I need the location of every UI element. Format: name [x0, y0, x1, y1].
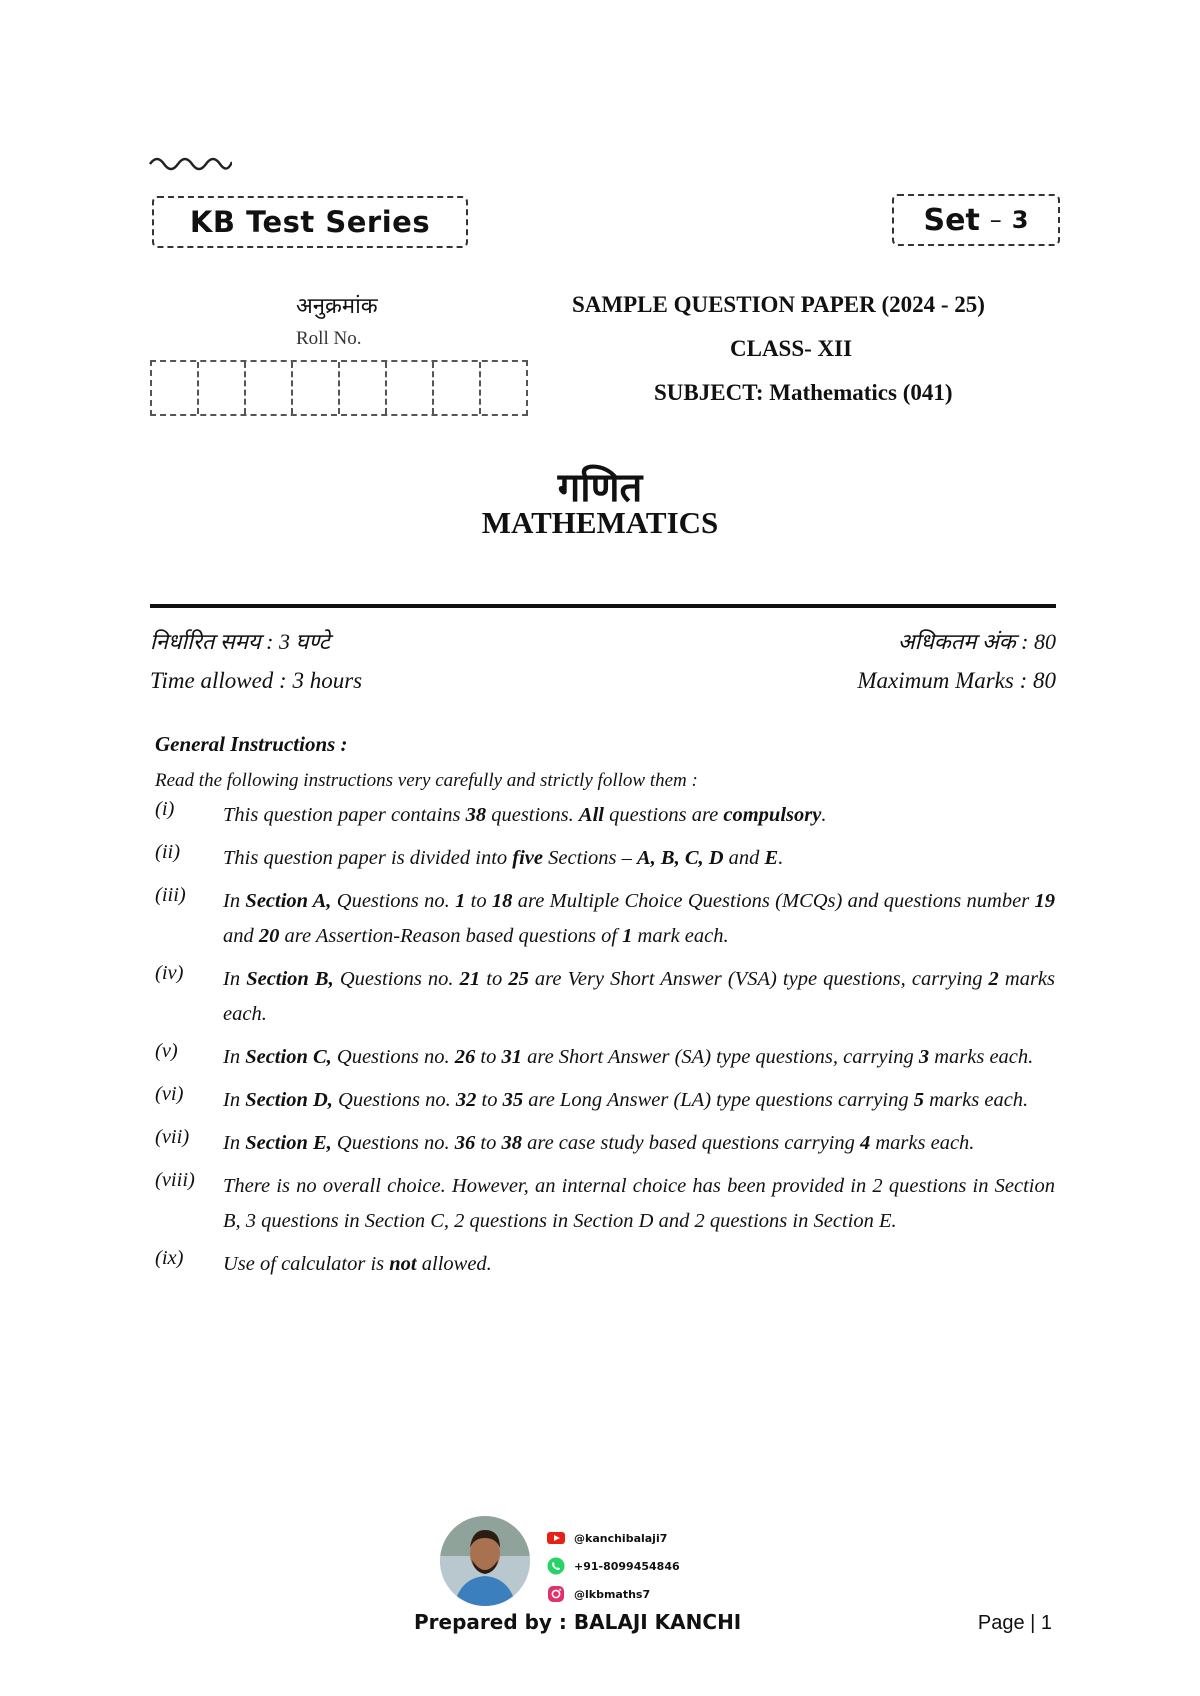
instruction-text: In Section B, Questions no. 21 to 25 are Very Short Answer (VSA) type questions, carrying 2 marks each.	[223, 968, 1056, 1025]
instruction-text: In Section E, Questions no. 36 to 38 are case study based questions carrying 4 marks each.	[223, 1132, 975, 1154]
max-marks-hindi: अधिकतम अंक : 80	[897, 629, 1056, 654]
subject-title-english: MATHEMATICS	[481, 505, 719, 540]
prepared-by: Prepared by : BALAJI KANCHI	[414, 1610, 742, 1634]
squiggle-decoration	[148, 152, 232, 172]
roll-label-english: Roll No.	[296, 328, 362, 349]
time-allowed-english: Time allowed : 3 hours	[150, 668, 363, 693]
instruction-number: (ii)	[155, 841, 181, 863]
author-photo	[440, 1516, 530, 1606]
instructions-list	[155, 798, 1055, 1290]
instruction-text: This question paper contains 38 questions. All questions are compulsory.	[223, 804, 827, 826]
paper-class: CLASS- XII	[730, 336, 853, 361]
instruction-item	[155, 1169, 1055, 1239]
whatsapp-link[interactable]	[546, 1552, 680, 1580]
series-box	[152, 196, 468, 248]
paper-subject: SUBJECT: Mathematics (041)	[654, 380, 953, 405]
author-avatar-icon	[440, 1516, 530, 1606]
instruction-number: (v)	[155, 1040, 178, 1062]
instagram-handle: @lkbmaths7	[574, 1587, 651, 1601]
time-allowed-hindi: निर्धारित समय : 3 घण्टे	[150, 629, 330, 654]
instruction-item	[155, 1040, 1055, 1075]
instruction-item	[155, 884, 1055, 954]
instagram-icon	[546, 1584, 566, 1604]
instructions-heading: General Instructions :	[155, 732, 348, 756]
roll-cell[interactable]	[293, 362, 340, 414]
set-dash: –	[989, 206, 1002, 234]
youtube-handle: @kanchibalaji7	[574, 1531, 668, 1545]
roll-cell[interactable]	[246, 362, 293, 414]
instruction-number: (vii)	[155, 1126, 190, 1148]
instruction-text: This question paper is divided into five Sections – A, B, C, D and E.	[223, 847, 784, 869]
set-label: Set	[923, 202, 980, 238]
instruction-item	[155, 841, 1055, 876]
max-marks-english: Maximum Marks : 80	[857, 668, 1056, 693]
instructions-intro: Read the following instructions very carefully and strictly follow them :	[155, 770, 698, 791]
roll-cell[interactable]	[387, 362, 434, 414]
subject-title-hindi: गणित	[557, 465, 643, 511]
instruction-number: (iv)	[155, 962, 184, 984]
paper-title: SAMPLE QUESTION PAPER (2024 - 25)	[572, 292, 985, 317]
roll-number-boxes[interactable]	[150, 360, 528, 416]
instruction-item	[155, 1083, 1055, 1118]
roll-cell[interactable]	[199, 362, 246, 414]
whatsapp-icon	[546, 1556, 566, 1576]
roll-label-hindi: अनुक्रमांक	[296, 293, 378, 318]
roll-cell[interactable]	[434, 362, 481, 414]
instruction-item	[155, 962, 1055, 1032]
divider-rule	[150, 604, 1056, 608]
instruction-item	[155, 1126, 1055, 1161]
instruction-text: In Section A, Questions no. 1 to 18 are Multiple Choice Questions (MCQs) and questions number 19 and 20 are Assertion-Reason based questions of 1 mark each.	[223, 890, 1056, 947]
instruction-text: There is no overall choice. However, an internal choice has been provided in 2 questions in Section B, 3 questions in Section C, 2 questions in Section D and 2 questions in Section E.	[223, 1175, 1055, 1232]
page-number: Page | 1	[977, 1612, 1052, 1634]
instruction-text: In Section C, Questions no. 26 to 31 are Short Answer (SA) type questions, carrying 3 marks each.	[223, 1046, 1034, 1068]
instruction-number: (iii)	[155, 884, 186, 906]
youtube-link[interactable]	[546, 1524, 680, 1552]
instruction-item	[155, 798, 1055, 833]
roll-cell[interactable]	[340, 362, 387, 414]
instruction-item	[155, 1247, 1055, 1282]
instruction-number: (ix)	[155, 1247, 184, 1269]
youtube-icon	[546, 1528, 566, 1548]
whatsapp-number: +91-8099454846	[574, 1559, 680, 1573]
social-links	[546, 1524, 680, 1608]
instruction-number: (i)	[155, 798, 175, 820]
set-number: 3	[1011, 206, 1029, 234]
roll-cell[interactable]	[152, 362, 199, 414]
instruction-text: Use of calculator is not allowed.	[223, 1253, 492, 1275]
set-box	[892, 194, 1060, 246]
instruction-number: (viii)	[155, 1169, 195, 1191]
instagram-link[interactable]	[546, 1580, 680, 1608]
instruction-text: In Section D, Questions no. 32 to 35 are Long Answer (LA) type questions carrying 5 marks each.	[223, 1089, 1029, 1111]
instruction-number: (vi)	[155, 1083, 184, 1105]
roll-cell[interactable]	[481, 362, 526, 414]
series-title: KB Test Series	[189, 205, 431, 239]
